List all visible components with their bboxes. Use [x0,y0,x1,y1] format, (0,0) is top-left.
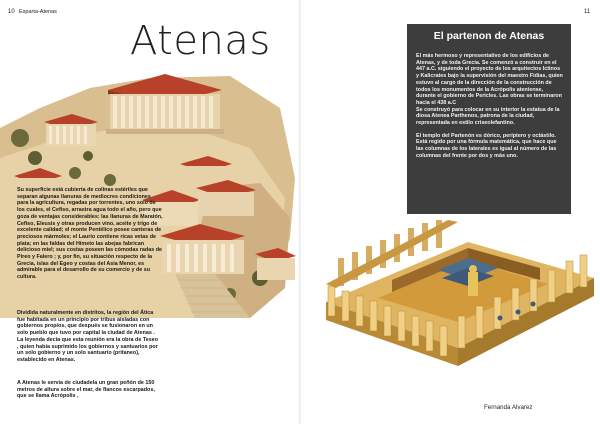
parthenon-info-box [407,24,571,214]
left-paragraph-3: A Atenas le servía de ciudadela un gran peñón de 150 metros de altura sobre el mar, de flancos escarpados, que se llama Acrópolis , [17,380,155,400]
running-header: Esparta-Atenas [19,9,57,15]
box-title: El partenon de Atenas [433,30,545,42]
left-paragraph-1: Su superficie está cubierta de colinas estériles que separan algunas llanuras de mediocres condiciones para la agricultura, regadas por torrentes, uno solo de los cuales, el Cefiso, arrastra agua todo el año, pero que goza de ventajas considerables: las llanuras de Maratón, Cefiso, Eleusis y otras producen vino, aceite y trigo de excelente calidad; el monte Pentélico posee canteras de preciosos mármoles; el Laurio contiene ricas vetas de plata; en las faldas del Himeto las abejas fabrican delicioso miel; sus costas poseen las cómodas radas de Pireo y Falero ; y, por fin, su situación respecto de la Grecia, islas del Egeo y costas del Asia Menor, es admirable para el desarrollo de su comercio y de su cultura. [17,187,163,281]
page-title: Atenas [130,18,271,64]
box-text [416,53,564,160]
box-paragraph-2: Se construyó para colocar en su interior la estatua de la diosa Atenea Parthenos, patrona de la ciudad, representada en estilo criseolefantino. [416,106,560,127]
illustration-credit: Fernanda Alvarez [484,404,533,411]
right-page-number: 11 [584,9,591,15]
box-paragraph-3: El templo del Partenón es dórico, períptero y octástilo. Está regido por una fórmula matemática, que hace que las columnas de los laterales es igual al número de las columnas del frente por dos y más uno. [416,132,557,159]
parthenon-cutaway-illustration [318,218,598,400]
box-paragraph-1: El más hermoso y representativo de los edificios de Atenas, y de toda Grecia. Se comenzó a construir en el 447 a.C. siguiendo el proyecto de los arquitectos Ictinos y Kalicrates bajo la supervisión del maestro Fidias, quien estuvo al cargo de la dirección de la construcción de todos los monumentos de la Acrópolis ateniense, durante el gobierno de Pericles. Las obras se terminaron hacia el 438 a.C [416,53,563,106]
left-page-number: 10 [8,9,15,15]
left-paragraph-2: Dividida naturalmente en distritos, la región del Ática fue habitada en un principio por tribus aisladas con gobiernos propios, que después se fusionaron en un solo pueblo que tuvo por capital la ciudad de Atenas . La leyenda decía que esta reunión era la obra de Teseo , quien había suprimido los gobiernos y santuarios por un solo gobierno y un solo santuario (pritaneo), establecido en Atenas. [17,310,159,363]
